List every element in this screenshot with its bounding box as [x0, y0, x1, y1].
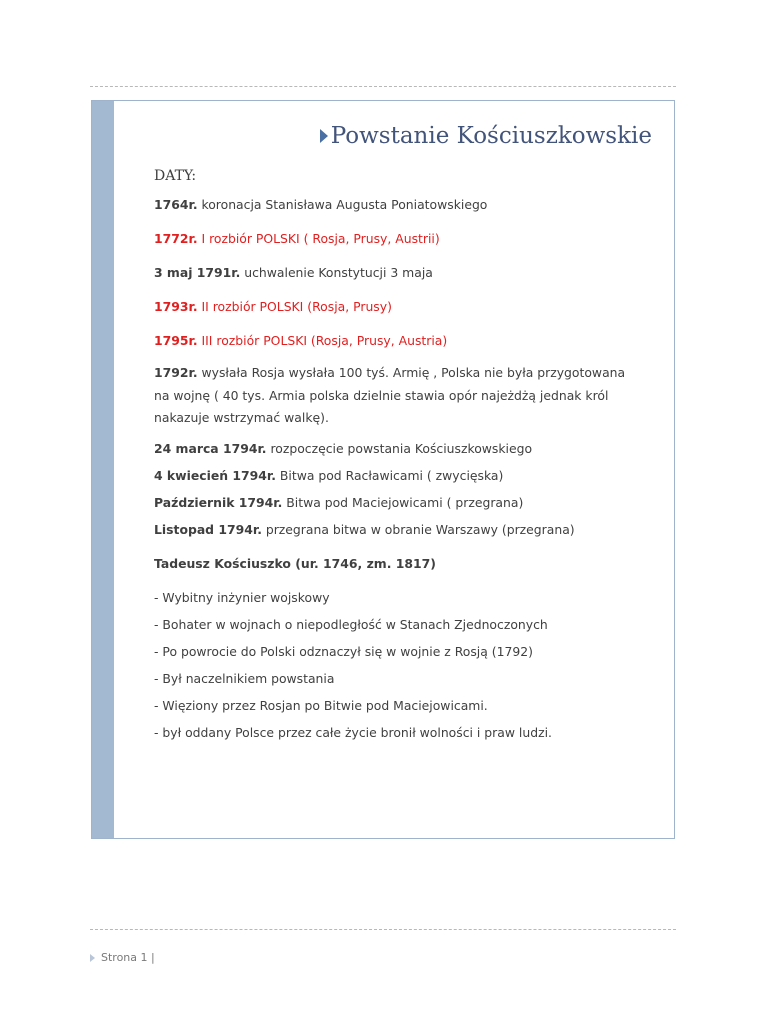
date-entry: 1772r. I rozbiór POLSKI ( Rosja, Prusy, Austrii)	[154, 231, 440, 246]
accent-side-bar	[92, 101, 114, 838]
date-entry: 24 marca 1794r. rozpoczęcie powstania Kościuszkowskiego	[154, 440, 533, 456]
date-entry: 3 maj 1791r. uchwalenie Konstytucji 3 maja	[154, 265, 433, 280]
page-number: Strona 1 |	[101, 951, 155, 964]
list-item: - był oddany Polsce przez całe życie bronił wolności i praw ludzi.	[154, 724, 552, 740]
list-item: - Bohater w wojnach o niepodległość w Stanach Zjednoczonych	[154, 616, 548, 632]
date-entry-paragraph: 1792r. wysłała Rosja wysłała 100 tyś. Armię , Polska nie była przygotowana na wojnę ( 40 tys. Armia polska dzielnie stawia opór najeżdżą jednak król nakazuje wstrzymać walkę).	[154, 365, 626, 425]
person-heading: Tadeusz Kościuszko (ur. 1746, zm. 1817)	[154, 555, 436, 571]
bullet-list	[154, 589, 644, 742]
title-row	[320, 123, 652, 149]
footer-dotted-rule	[90, 929, 676, 930]
triangle-bullet-icon	[90, 954, 95, 962]
page-title: Powstanie Kościuszkowskie	[330, 123, 652, 149]
document-body	[154, 168, 644, 751]
header-dotted-rule	[90, 86, 676, 87]
page-footer	[90, 951, 155, 964]
date-entry: 1795r. III rozbiór POLSKI (Rosja, Prusy, Austria)	[154, 333, 448, 348]
date-entry: 1764r. koronacja Stanisława Augusta Poniatowskiego	[154, 197, 488, 212]
content-frame	[91, 100, 675, 839]
list-item: - Więziony przez Rosjan po Bitwie pod Maciejowicami.	[154, 697, 488, 713]
list-item: - Wybitny inżynier wojskowy	[154, 589, 330, 605]
date-entry: Październik 1794r. Bitwa pod Maciejowicami ( przegrana)	[154, 494, 524, 510]
dates-heading: DATY:	[154, 168, 197, 184]
date-entry: 4 kwiecień 1794r. Bitwa pod Racławicami ( zwycięska)	[154, 467, 504, 483]
triangle-bullet-icon	[320, 129, 328, 143]
list-item: - Po powrocie do Polski odznaczył się w wojnie z Rosją (1792)	[154, 643, 533, 659]
list-item: - Był naczelnikiem powstania	[154, 670, 335, 686]
date-entry: Listopad 1794r. przegrana bitwa w obranie Warszawy (przegrana)	[154, 521, 575, 537]
date-entry: 1793r. II rozbiór POLSKI (Rosja, Prusy)	[154, 299, 392, 314]
